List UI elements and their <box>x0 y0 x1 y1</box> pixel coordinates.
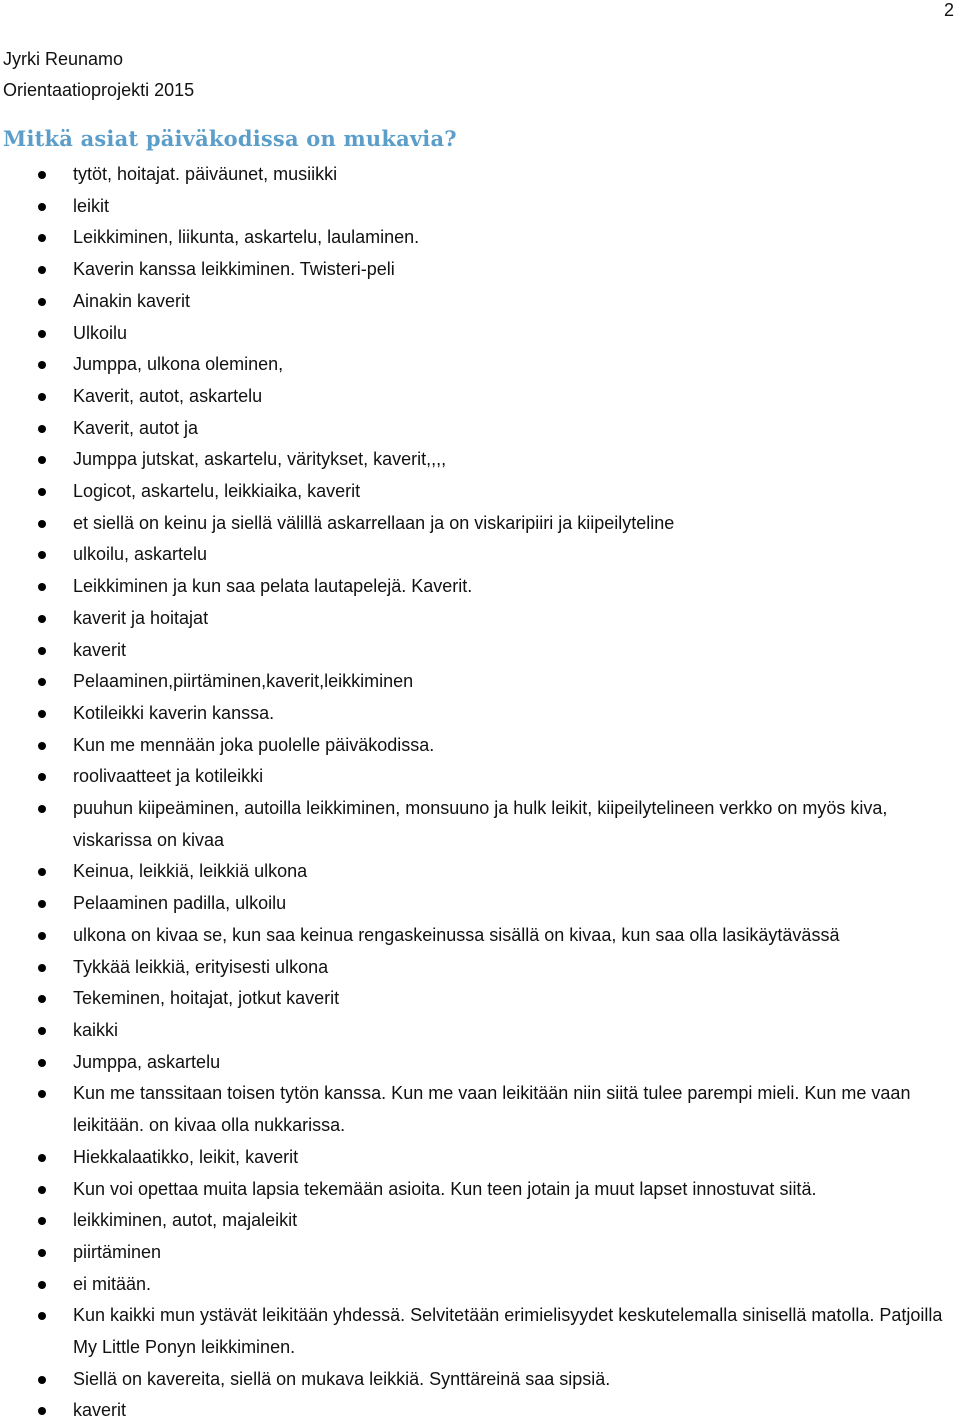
bullet-icon <box>38 456 46 464</box>
bullet-icon <box>38 1090 46 1098</box>
author-name: Jyrki Reunamo <box>3 49 124 69</box>
bullet-icon <box>38 742 46 750</box>
list-item-text: Keinua, leikkiä, leikkiä ulkona <box>73 861 308 882</box>
list-item <box>0 1174 960 1206</box>
list-item-text: Kaverit, autot ja <box>73 417 199 438</box>
list-item-text: Ulkoilu <box>73 322 128 343</box>
bullet-icon <box>38 995 46 1003</box>
list-item <box>0 666 960 698</box>
list-item <box>0 508 960 540</box>
list-item <box>0 635 960 667</box>
list-item-text: ulkoilu, askartelu <box>73 544 208 565</box>
list-item <box>0 1364 960 1396</box>
list-item <box>0 1015 960 1047</box>
bullet-icon <box>38 964 46 972</box>
bullet-icon <box>38 171 46 179</box>
bullet-icon <box>38 615 46 623</box>
bullet-icon <box>38 678 46 686</box>
bullet-icon <box>38 1376 46 1384</box>
list-item <box>0 1142 960 1174</box>
bullet-icon <box>38 234 46 242</box>
bullet-icon <box>38 773 46 781</box>
list-item-text: Jumppa jutskat, askartelu, väritykset, kaverit,,,, <box>73 449 447 470</box>
list-item-text: ei mitään. <box>73 1273 152 1294</box>
list-item <box>0 856 960 888</box>
list-item-text: Leikkiminen ja kun saa pelata lautapelejä. Kaverit. <box>73 576 473 597</box>
list-item-text: Pelaaminen,piirtäminen,kaverit,leikkiminen <box>73 671 414 692</box>
bullet-icon <box>38 1059 46 1067</box>
bullet-icon <box>38 1281 46 1289</box>
list-item <box>0 571 960 603</box>
bullet-icon <box>38 583 46 591</box>
bullet-icon <box>38 203 46 211</box>
list-item-text: leikit <box>73 195 110 216</box>
list-item <box>0 1078 960 1141</box>
list-item <box>0 286 960 318</box>
list-item-text: Jumppa, ulkona oleminen, <box>73 354 284 375</box>
bullet-icon <box>38 330 46 338</box>
list-item-text: Kaverin kanssa leikkiminen. Twisteri-peli <box>73 259 395 280</box>
list-item-text: Leikkiminen, liikunta, askartelu, laulaminen. <box>73 227 420 248</box>
bullet-icon <box>38 1027 46 1035</box>
list-item-text: Tykkää leikkiä, erityisesti ulkona <box>73 956 329 977</box>
bullet-icon <box>38 361 46 369</box>
list-item <box>0 793 960 856</box>
list-item <box>0 476 960 508</box>
list-item-text: ulkona on kivaa se, kun saa keinua rengaskeinussa sisällä on kivaa, kun saa olla lasikäytävässä <box>73 924 840 945</box>
list-item-text: Logicot, askartelu, leikkiaika, kaverit <box>73 481 361 502</box>
list-item-text: Kun me mennään joka puolelle päiväkodissa. <box>73 734 435 755</box>
bullet-icon <box>38 393 46 401</box>
bullet-icon <box>38 551 46 559</box>
list-item-text: et siellä on keinu ja siellä välillä askarrellaan ja on viskaripiiri ja kiipeilyteline <box>73 512 675 533</box>
list-item <box>0 698 960 730</box>
list-item <box>0 1269 960 1301</box>
list-item <box>0 1395 960 1427</box>
bullet-icon <box>38 647 46 655</box>
list-item <box>0 1237 960 1269</box>
bullet-icon <box>38 1312 46 1320</box>
list-item-text: Tekeminen, hoitajat, jotkut kaverit <box>73 988 340 1009</box>
bullet-icon <box>38 520 46 528</box>
list-item-text: Kotileikki kaverin kanssa. <box>73 702 275 723</box>
bullet-icon <box>38 298 46 306</box>
list-item <box>0 444 960 476</box>
list-item <box>0 952 960 984</box>
bullet-icon <box>38 932 46 940</box>
list-item <box>0 159 960 191</box>
list-item <box>0 381 960 413</box>
bullet-icon <box>38 805 46 813</box>
bullet-icon <box>38 1407 46 1415</box>
bullet-icon <box>38 1249 46 1257</box>
list-item <box>0 983 960 1015</box>
list-item-text: Jumppa, askartelu <box>73 1051 221 1072</box>
list-item-text: leikkiminen, autot, majaleikit <box>73 1210 298 1231</box>
answer-list <box>0 159 960 1427</box>
list-item-text: kaikki <box>73 1019 119 1040</box>
section-heading: Mitkä asiat päiväkodissa on mukavia? <box>3 126 457 151</box>
list-item-text: Ainakin kaverit <box>73 290 191 311</box>
bullet-icon <box>38 1154 46 1162</box>
list-item <box>0 349 960 381</box>
list-item-text: Kun voi opettaa muita lapsia tekemään asioita. Kun teen jotain ja muut lapset innostuvat siitä. <box>73 1178 817 1199</box>
bullet-icon <box>38 868 46 876</box>
list-item <box>0 603 960 635</box>
project-name: Orientaatioprojekti 2015 <box>3 80 195 100</box>
bullet-icon <box>38 488 46 496</box>
bullet-icon <box>38 425 46 433</box>
document-header <box>3 44 194 106</box>
list-item-text: roolivaatteet ja kotileikki <box>73 766 264 787</box>
bullet-icon <box>38 900 46 908</box>
bullet-icon <box>38 1217 46 1225</box>
list-item <box>0 413 960 445</box>
list-item-text: Kun me tanssitaan toisen tytön kanssa. Kun me vaan leikitään niin siitä tulee parempi mieli. Kun me vaan leikitään. on kivaa olla nukkarissa. <box>73 1083 911 1136</box>
list-item <box>0 254 960 286</box>
list-item <box>0 191 960 223</box>
bullet-icon <box>38 710 46 718</box>
list-item-text: kaverit ja hoitajat <box>73 607 209 628</box>
list-item-text: kaverit <box>73 639 127 660</box>
bullet-icon <box>38 266 46 274</box>
list-item-text: Hiekkalaatikko, leikit, kaverit <box>73 1146 299 1167</box>
list-item-text: Pelaaminen padilla, ulkoilu <box>73 893 287 914</box>
bullet-icon <box>38 1186 46 1194</box>
list-item <box>0 1205 960 1237</box>
list-item <box>0 1047 960 1079</box>
list-item <box>0 318 960 350</box>
list-item-text: Kaverit, autot, askartelu <box>73 385 263 406</box>
list-item-text: tytöt, hoitajat. päiväunet, musiikki <box>73 164 338 184</box>
list-item <box>0 222 960 254</box>
list-item-text: Siellä on kavereita, siellä on mukava leikkiä. Synttäreinä saa sipsiä. <box>73 1368 611 1389</box>
list-item <box>0 888 960 920</box>
page-number: 2 <box>943 0 954 20</box>
list-item <box>0 539 960 571</box>
list-item-text: puuhun kiipeäminen, autoilla leikkiminen, monsuuno ja hulk leikit, kiipeilytelineen verkko on myös kiva, viskarissa on kivaa <box>73 798 888 850</box>
list-item <box>0 730 960 762</box>
list-item-text: piirtäminen <box>73 1241 162 1262</box>
list-item <box>0 920 960 952</box>
list-item-text: kaverit <box>73 1400 127 1421</box>
list-item <box>0 1300 960 1363</box>
list-item-text: Kun kaikki mun ystävät leikitään yhdessä. Selvitetään erimielisyydet keskutelemalla sinisellä matolla. Patjoilla My Little Ponyn leikkiminen. <box>73 1305 943 1358</box>
list-item <box>0 761 960 793</box>
